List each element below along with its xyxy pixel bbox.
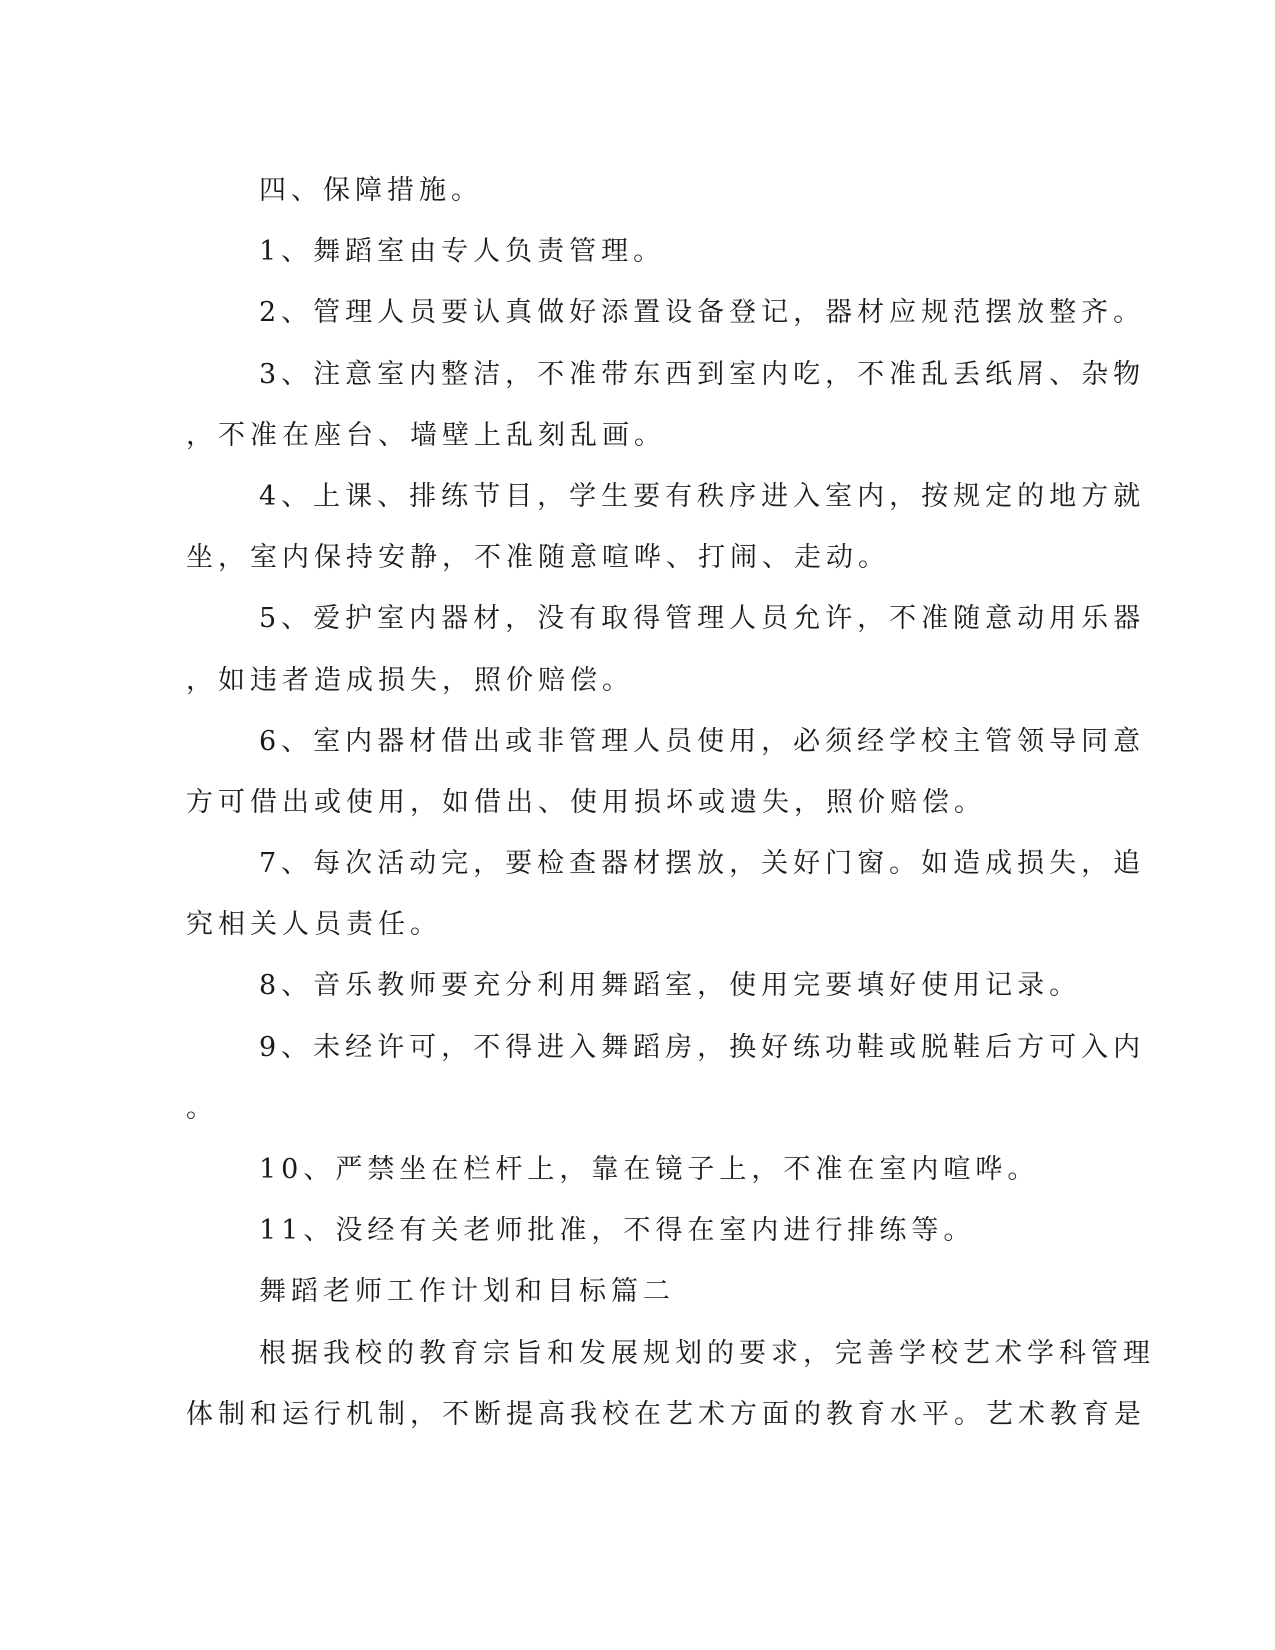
- rule-item-continuation: ，如违者造成损失，照价赔偿。: [186, 664, 634, 696]
- paragraph-line: 根据我校的教育宗旨和发展规划的要求，完善学校艺术学科管理: [259, 1337, 1155, 1369]
- document-body: [186, 160, 1155, 1445]
- rule-item-continuation: 方可借出或使用，如借出、使用损坏或遗失，照价赔偿。: [186, 786, 986, 818]
- rule-item: 11、没经有关老师批准，不得在室内进行排练等。: [259, 1215, 976, 1247]
- rule-item: 4、上课、排练节目，学生要有秩序进入室内，按规定的地方就: [259, 480, 1146, 512]
- rule-item: 6、室内器材借出或非管理人员使用，必须经学校主管领导同意: [259, 725, 1146, 757]
- rule-item: 5、爱护室内器材，没有取得管理人员允许，不准随意动用乐器: [259, 603, 1146, 635]
- rule-item: 1、舞蹈室由专人负责管理。: [259, 236, 666, 268]
- rule-item-continuation: ，不准在座台、墙壁上乱刻乱画。: [186, 419, 666, 451]
- rule-item: 8、音乐教师要充分利用舞蹈室，使用完要填好使用记录。: [259, 970, 1082, 1002]
- rule-item-continuation: 坐，室内保持安静，不准随意喧哗、打闹、走动。: [186, 542, 890, 574]
- rule-item: 9、未经许可，不得进入舞蹈房，换好练功鞋或脱鞋后方可入内: [259, 1031, 1146, 1063]
- rule-item: 3、注意室内整洁，不准带东西到室内吃，不准乱丢纸屑、杂物: [259, 358, 1146, 390]
- article-title: 舞蹈老师工作计划和目标篇二: [259, 1276, 675, 1308]
- rule-item: 10、严禁坐在栏杆上，靠在镜子上，不准在室内喧哗。: [259, 1154, 1040, 1185]
- paragraph-line: 体制和运行机制，不断提高我校在艺术方面的教育水平。艺术教育是: [186, 1398, 1146, 1430]
- rule-item: 7、每次活动完，要检查器材摆放，关好门窗。如造成损失，追: [259, 848, 1146, 880]
- section-heading: 四、保障措施。: [259, 175, 483, 206]
- rule-item: 2、管理人员要认真做好添置设备登记，器材应规范摆放整齐。: [259, 297, 1146, 329]
- rule-item-continuation: 。: [186, 1092, 218, 1124]
- rule-item-continuation: 究相关人员责任。: [186, 909, 442, 941]
